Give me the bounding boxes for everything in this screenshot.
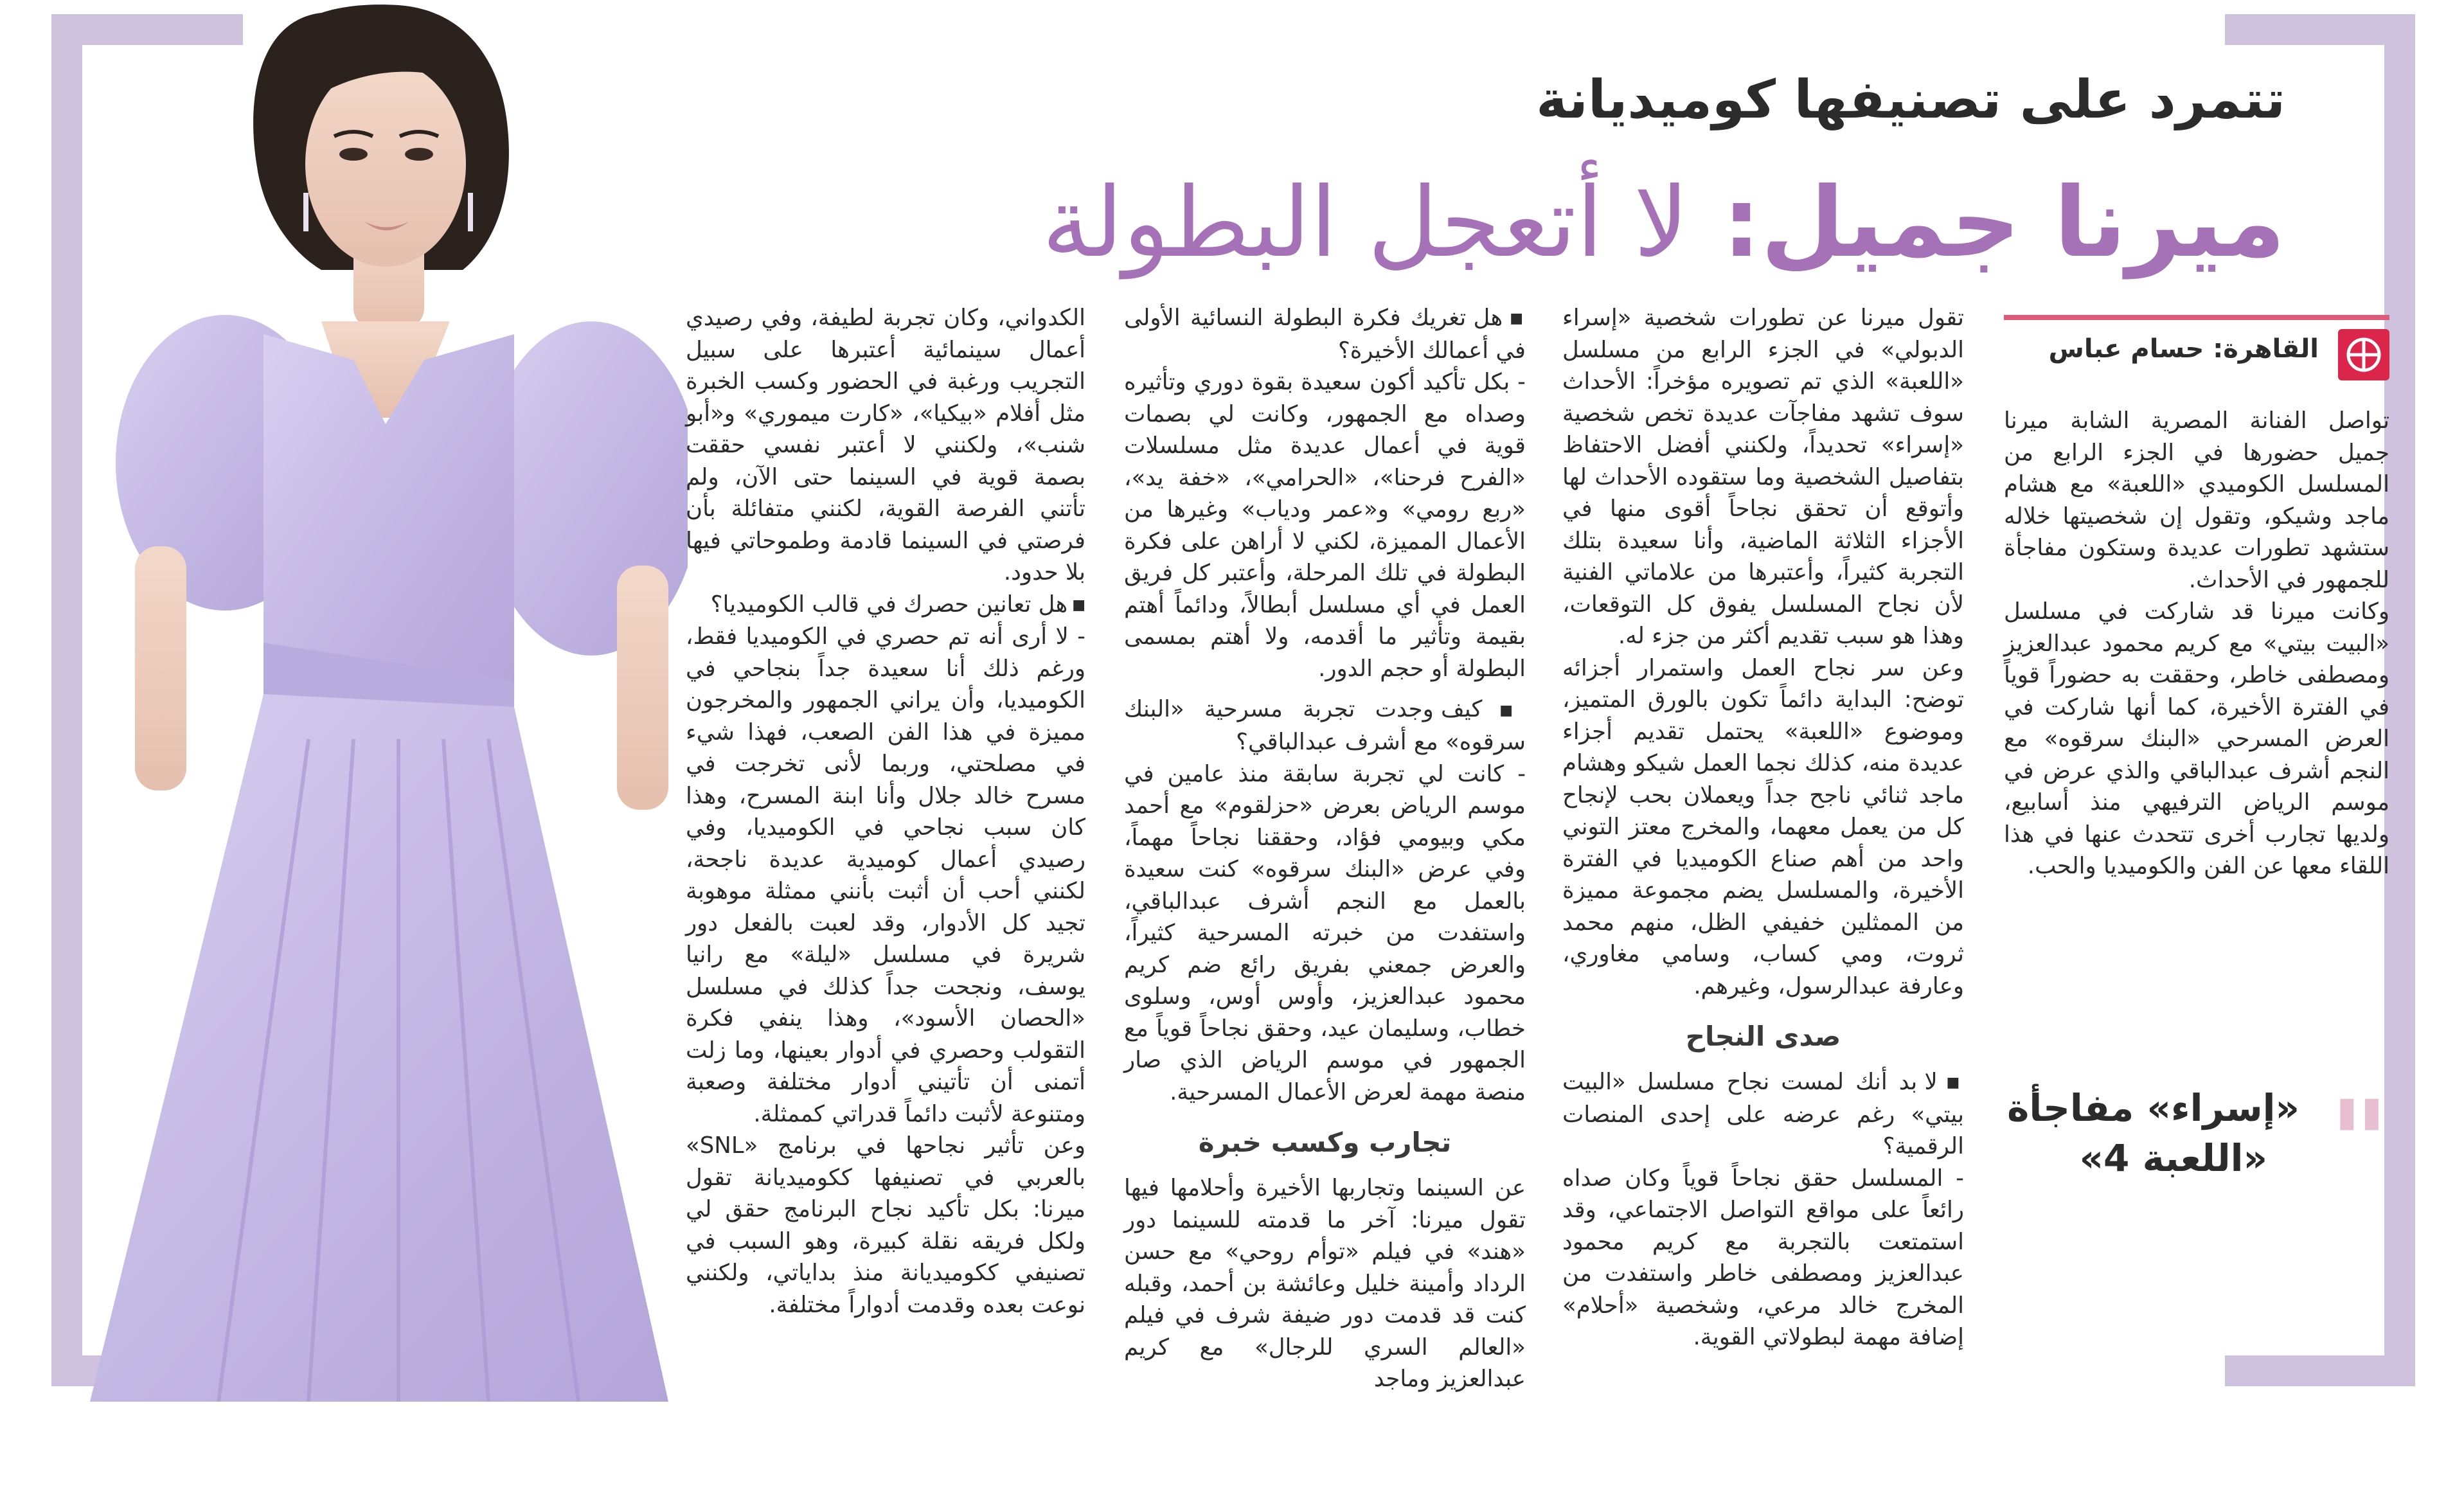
article-column-2 xyxy=(1562,302,1964,1388)
question: ■ هل تغريك فكرة البطولة النسائية الأولى في أعمالك الأخيرة؟ xyxy=(1124,302,1526,366)
subheading: تجارب وكسب خبرة xyxy=(1198,1127,1452,1158)
newspaper-logo-icon xyxy=(2338,329,2389,380)
question: ■ كيف وجدت تجربة مسرحية «البنك سرقوه» مع أشرف عبدالباقي؟ xyxy=(1124,693,1526,758)
article-column-4 xyxy=(686,302,1085,1388)
answer: - لا أرى أنه تم حصري في الكوميديا فقط، ورغم ذلك أنا سعيدة جداً بنجاحي في الكوميديا، وأن يراني الجمهور والمخرجون مميزة في هذا الفن الصعب، فهذا شيء في مصلحتي، وربما لأنى تخرجت في مسرح خالد جلال وأنا ابنة المسرح، وهذا كان سبب نجاحي في الكوميديا، وفي رصيدي أعمال كوميدية عديدة ناجحة، لكنني أحب أن أثبت بأنني ممثلة موهوبة تجيد كل الأدوار، وقد لعبت بالفعل دور شريرة في مسلسل «ليلة» مع رانيا يوسف، ونجحت جداً كذلك في مسلسل «الحصان الأسود»، وهذا ينفي فكرة التقولب وحصري في أدوار بعينها، وما زلت أتمنى أن تأتيني أدوار مختلفة وصعبة ومتنوعة لأثبت دائماً قدراتي كممثلة. xyxy=(686,623,1085,1127)
pull-quote-line-2: «اللعبة 4» xyxy=(2079,1136,2267,1180)
byline xyxy=(2004,315,2389,371)
headline-name: ميرنا جميل: xyxy=(1722,167,2285,279)
answer: - كانت لي تجربة سابقة منذ عامين في موسم الرياض بعرض «حزلقوم» مع أحمد مكي وبيومي فؤاد، وحققنا نجاحاً مهماً، وفي عرض «البنك سرقوه» كنت سعيدة بالعمل مع النجم أشرف عبدالباقي، واستفدت من خبرته المسرحية كثيراً، والعرض جمعني بفريق رائع ضم كريم محمود عبدالعزيز، وأوس أوس، وسلوى خطاب، وسليمان عيد، وحقق نجاحاً قوياً مع الجمهور في موسم الرياض الذي صار منصة مهمة لعرض الأعمال المسرحية. xyxy=(1124,760,1526,1105)
quote-mark-icon: " xyxy=(2329,1076,2389,1211)
article-column-1 xyxy=(2004,405,2389,1491)
byline-text: القاهرة: حسام عباس xyxy=(2048,334,2319,364)
pull-quote-line-1: «إسراء» مفاجأة xyxy=(2007,1086,2299,1130)
paragraph: تقول ميرنا عن تطورات شخصية «إسراء الدبولي» في الجزء الرابع من مسلسل «اللعبة» الذي تم تصويره مؤخراً: الأحداث سوف تشهد مفاجآت عديدة تخص شخصية «إسراء» تحديداً، ولكنني أفضل الاحتفاظ بتفاصيل الشخصية وما ستقوده الأحداث لها وأتوقع أن تحقق نجاحاً أقوى منها في الأجزاء الثلاثة الماضية، وأنا سعيدة بتلك التجربة كثيراً، وأعتبرها من علاماتي الفنية لأن نجاح المسلسل يفوق كل التوقعات، وهذا هو سبب تقديم أكثر من جزء له. xyxy=(1562,305,1964,649)
paragraph: وعن سر نجاح العمل واستمرار أجزائه توضح: البداية دائماً تكون بالورق المتميز، وموضوع «اللعبة» يحتمل تقديم أجزاء عديدة منه، كذلك نجما العمل شيكو وهشام ماجد ثنائي ناجح جداً ويعملان بحب لإنجاح كل من يعمل معهما، والمخرج معتز التوني واحد من أهم صناع الكوميديا في الفترة الأخيرة، والمسلسل يضم مجموعة مميزة من الممثلين خفيفي الظل، منهم محمد ثروت، ومي كساب، وسامي مغاوري، وعارفة عبدالرسول، وغيرهم. xyxy=(1562,654,1964,999)
paragraph: عن السينما وتجاربها الأخيرة وأحلامها فيها تقول ميرنا: آخر ما قدمته للسينما دور «هند» في فيلم «توأم روحي» مع حسن الرداد وأمينة خليل وعائشة بن أحمد، وقبله كنت قد قدمت دور ضيفة شرف في فيلم «العالم السري للرجال» مع كريم عبدالعزيز وماجد xyxy=(1124,1175,1526,1392)
portrait-photo xyxy=(51,0,688,1402)
headline-title xyxy=(1042,168,2285,278)
answer: - المسلسل حقق نجاحاً قوياً وكان صداه رائعاً على مواقع التواصل الاجتماعي، وقد استمتعت بالتجربة مع كريم محمود عبدالعزيز ومصطفى خاطر واستفدت من المخرج خالد مرعي، وشخصية «أحلام» إضافة مهمة لبطولاتي القوية. xyxy=(1562,1165,1964,1351)
subheading: صدى النجاح xyxy=(1685,1021,1841,1052)
question: ■ هل تعانين حصرك في قالب الكوميديا؟ xyxy=(686,589,1085,621)
article-column-3 xyxy=(1124,302,1526,1392)
pull-quote xyxy=(2004,1076,2389,1211)
paragraph: وكانت ميرنا قد شاركت في مسلسل «البيت بيتي» مع كريم محمود عبدالعزيز ومصطفى خاطر، وحققت به حضوراً قوياً في الفترة الأخيرة، كما أنها شاركت في العرض المسرحي «البنك سرقوه» مع النجم أشرف عبدالباقي والذي عرض في موسم الرياض الترفيهي منذ أسابيع، ولديها تجارب أخرى تتحدث عنها في هذا اللقاء معها عن الفن والكوميديا والحب. xyxy=(2004,598,2389,879)
answer: - بكل تأكيد أكون سعيدة بقوة دوري وتأثيره وصداه مع الجمهور، وكانت لي بصمات قوية في أعمال عديدة مثل مسلسلات «الفرح فرحنا»، «الحرامي»، «خفة يد»، «ربع رومي» و«عمر ودياب» وغيرها من الأعمال المميزة، لكني لا أراهن على فكرة البطولة في تلك المرحلة، وأعتبر كل فريق العمل في أي مسلسل أبطالاً، ودائماً أهتم بقيمة وتأثير ما أقدمه، ولا أهتم بمسمى البطولة أو حجم الدور. xyxy=(1124,369,1526,682)
question: ■ لا بد أنك لمست نجاح مسلسل «البيت بيتي» رغم عرضه على إحدى المنصات الرقمية؟ xyxy=(1562,1066,1964,1163)
actress-portrait-image xyxy=(51,0,688,1402)
paragraph: وعن تأثير نجاحها في برنامج «SNL» بالعربي في تصنيفها ككوميديانة تقول ميرنا: بكل تأكيد نجاح البرنامج حقق لي ولكل فريقه نقلة كبيرة، وهو السبب في تصنيفي ككوميديانة منذ بداياتي، ولكنني نوعت بعده وقدمت أدواراً مختلفة. xyxy=(686,1132,1085,1318)
headline-subtitle: لا أتعجل البطولة xyxy=(1042,167,1689,279)
paragraph: تواصل الفنانة المصرية الشابة ميرنا جميل حضورها في الجزء الرابع من المسلسل الكوميدي «اللعبة» مع هشام ماجد وشيكو، وتقول إن شخصيتها خلاله ستشهد تطورات عديدة وستكون مفاجأة للجمهور في الأحداث. xyxy=(2004,407,2389,593)
paragraph: الكدواني، وكان تجربة لطيفة، وفي رصيدي أعمال سينمائية أعتبرها على سبيل التجريب ورغبة في الحضور وكسب الخبرة مثل أفلام «بيكيا»، «كارت ميموري» و«أبو شنب»، ولكنني لا أعتبر نفسي حققت بصمة قوية في السينما حتى الآن، ولم تأتني الفرصة القوية، لكنني متفائلة بأن فرصتي في السينما قادمة وطموحاتي فيها بلا حدود. xyxy=(686,305,1085,585)
headline-kicker: تتمرد على تصنيفها كوميديانة xyxy=(1536,69,2285,130)
